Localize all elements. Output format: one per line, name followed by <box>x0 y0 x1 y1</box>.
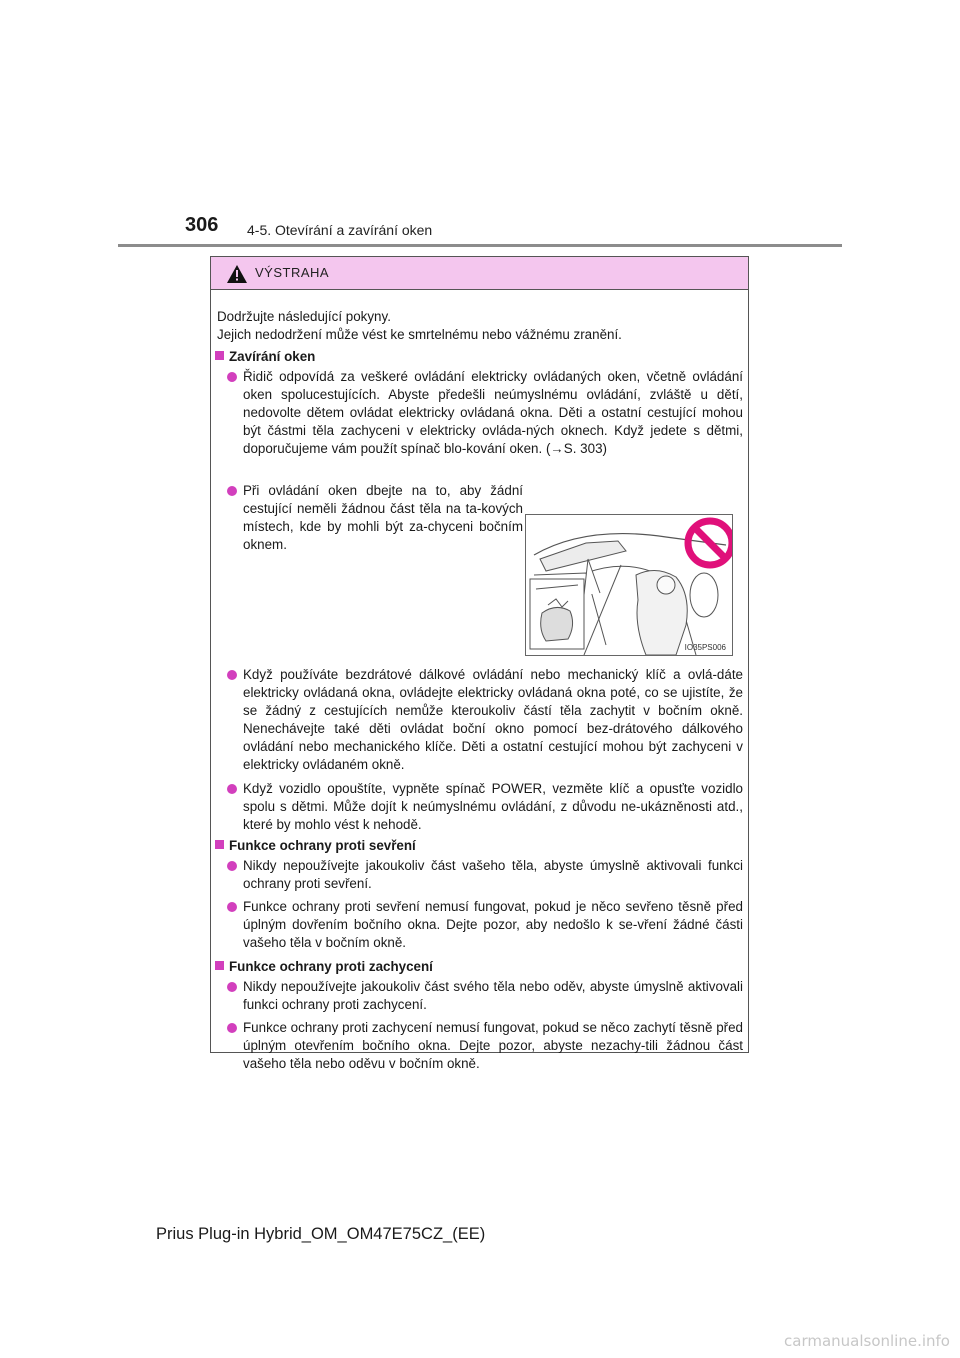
document-footer: Prius Plug-in Hybrid_OM_OM47E75CZ_(EE) <box>156 1225 486 1243</box>
warning-box <box>210 256 749 1071</box>
square-heading-icon <box>215 961 224 970</box>
intro-line-1: Dodržujte následující pokyny. <box>217 309 391 324</box>
section-heading-text: Funkce ochrany proti zachycení <box>229 959 433 974</box>
car-window-illustration <box>525 514 733 656</box>
warning-label: VÝSTRAHA <box>255 265 330 280</box>
list-item <box>227 482 523 554</box>
list-item-text: Funkce ochrany proti zachycení nemusí fungovat, pokud se něco zachytí těsně před úplným otevřením bočního okna. Dejte pozor, abyste nezachy-tili žádnou část vašeho těla nebo oděvu v bočním okně. <box>243 1020 743 1071</box>
circle-bullet-icon <box>227 982 237 992</box>
section-title: 4-5. Otevírání a zavírání oken <box>247 222 433 238</box>
list-item <box>227 857 743 893</box>
list-item <box>227 898 743 952</box>
list-item <box>227 368 743 458</box>
header-divider <box>118 244 842 247</box>
section-heading-catch <box>215 958 433 976</box>
list-item <box>227 1019 743 1073</box>
square-heading-icon <box>215 351 224 360</box>
list-item-text: Při ovládání oken dbejte na to, aby žádní cestující neměli žádnou část těla na ta-kových místech, kde by mohli být za-chyceni bočním oknem. <box>243 483 523 552</box>
circle-bullet-icon <box>227 486 237 496</box>
circle-bullet-icon <box>227 861 237 871</box>
square-heading-icon <box>215 840 224 849</box>
page-header <box>185 214 845 244</box>
car-interior-drawing <box>526 515 732 655</box>
list-item-text: Řidič odpovídá za veškeré ovládání elektricky ovládaných oken, včetně ovládání oken spolucestujících. Abyste předešli neúmyslnému ovládání, zvláště u dětí, nedovolte dětem ovládat elektricky ovládaná okna. Děti a ostatní cestující mohou být částmi těla zachyceni v elektricky ovláda-ných oknech. Když jedete s dětmi, doporučujeme vám použít spínač blo-kování oken. (→S. 303) <box>243 369 743 456</box>
circle-bullet-icon <box>227 784 237 794</box>
warning-triangle-icon <box>227 265 247 283</box>
watermark: carmanualsonline.info <box>784 1332 950 1350</box>
figure-code: IO35PS006 <box>684 643 726 652</box>
list-item <box>227 666 743 774</box>
list-item-text: Když používáte bezdrátové dálkové ovládání nebo mechanický klíč a ovlá-dáte elektricky ovládaná okna, ovládejte elektricky ovládaná okna poté, co se ujistíte, že se žádný z cestujících nemůže kteroukoliv částí těla zachytit v bočním okně. Nenechávejte také děti ovládat boční okno pomocí bez-drátového dálkového ovládání nebo mechanického klíče. Děti a ostatní cestující mohou být zachyceni v elektricky ovládaném okně. <box>243 667 743 772</box>
list-item-text: Nikdy nepoužívejte jakoukoliv část svého těla nebo oděv, abyste úmyslně aktivovali funkci ochrany proti zachycení. <box>243 979 743 1012</box>
section-heading-text: Zavírání oken <box>229 349 316 364</box>
page-number: 306 <box>185 214 219 236</box>
circle-bullet-icon <box>227 372 237 382</box>
intro-line-2: Jejich nedodržení může vést ke smrtelnému nebo vážnému zranění. <box>217 327 622 342</box>
section-heading-pinch <box>215 837 416 855</box>
list-item-text: Nikdy nepoužívejte jakoukoliv část vašeho těla, abyste úmyslně aktivovali funkci ochrany proti sevření. <box>243 858 743 891</box>
list-item <box>227 780 743 834</box>
circle-bullet-icon <box>227 1023 237 1033</box>
list-item <box>227 978 743 1014</box>
list-item-text: Když vozidlo opouštíte, vypněte spínač POWER, vezměte klíč a opusťte vozidlo spolu s dětmi. Může dojít k neúmyslnému ovládání, z důvodu ne-ukázněnosti atd., které by mohlo vést k nehodě. <box>243 781 743 832</box>
section-heading-text: Funkce ochrany proti sevření <box>229 838 416 853</box>
section-heading-closing <box>215 348 315 366</box>
list-item-text: Funkce ochrany proti sevření nemusí fungovat, pokud je něco sevřeno těsně před úplným dovřením bočního okna. Dejte pozor, aby nedošlo k se-vření žádné části vašeho těla v bočním okně. <box>243 899 743 950</box>
circle-bullet-icon <box>227 670 237 680</box>
circle-bullet-icon <box>227 902 237 912</box>
warning-intro <box>217 308 737 344</box>
warning-header <box>211 257 748 290</box>
